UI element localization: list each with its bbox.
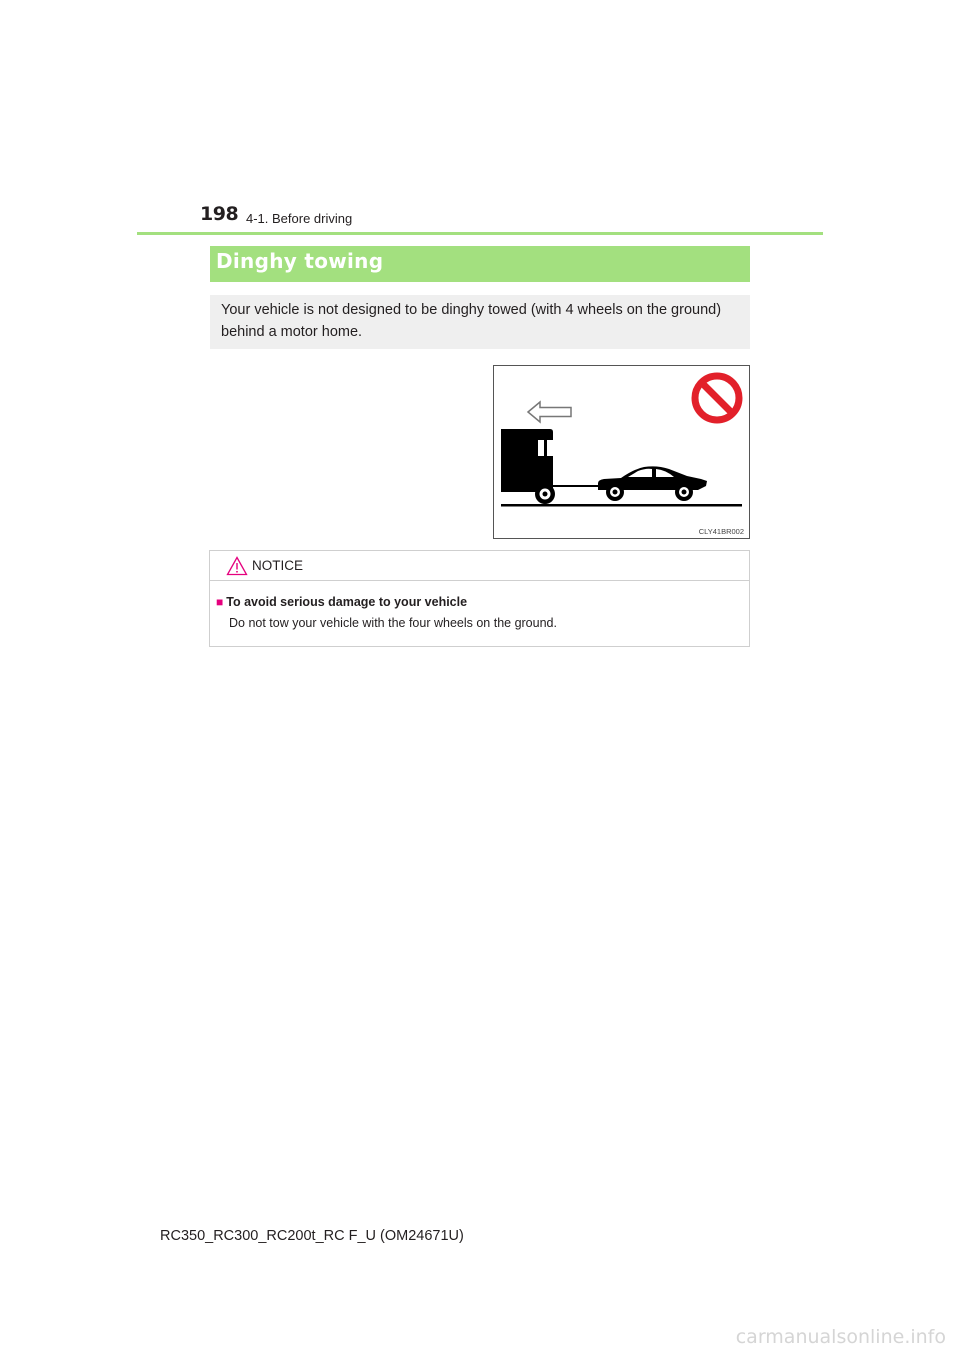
breadcrumb: 4-1. Before driving [246,211,353,226]
notice-body: Do not tow your vehicle with the four wheels on the ground. [229,616,557,630]
section-title: Dinghy towing [216,249,384,273]
motor-home-icon [501,429,598,504]
notice-label: NOTICE [252,558,304,573]
page-number: 198 [200,203,239,225]
dinghy-towing-illustration [493,365,750,539]
notice-header [210,551,749,581]
towing-prohibited-diagram [494,366,749,538]
header-rule [137,232,823,235]
arrow-left-icon [528,402,571,422]
notice-box [209,550,750,647]
warning-triangle-icon [226,556,248,576]
ground-line [501,504,742,507]
car-icon [598,466,707,501]
watermark: carmanualsonline.info [735,1326,946,1348]
notice-heading [216,595,467,609]
footer-model: RC350_RC300_RC200t_RC F_U (OM24671U) [160,1228,464,1244]
prohibition-icon [695,376,739,420]
figure-code: CLY41BR002 [698,527,744,536]
section-title-bar [210,246,750,282]
notice-heading-text: To avoid serious damage to your vehicle [226,595,468,609]
intro-text: Your vehicle is not designed to be dinghy towed (with 4 wheels on the ground) behind a motor home. [221,302,722,340]
square-bullet-icon: ■ [216,595,224,609]
intro-box [210,295,750,349]
